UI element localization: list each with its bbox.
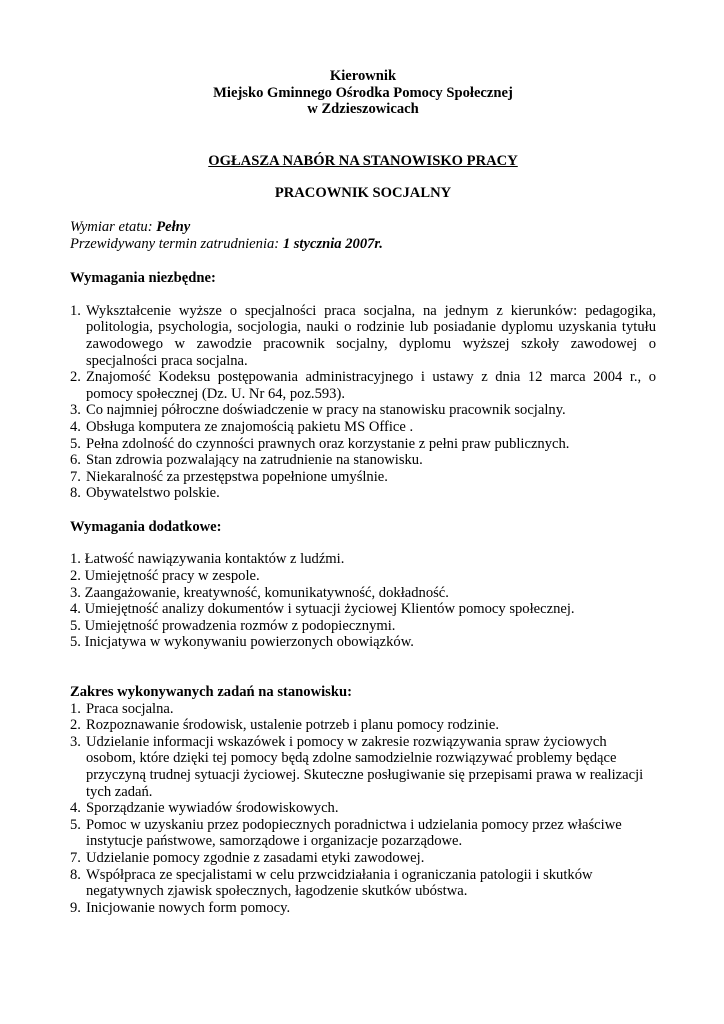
list-item-text: Obywatelstwo polskie. bbox=[86, 485, 220, 502]
list-item bbox=[70, 469, 656, 486]
additional-list bbox=[70, 551, 656, 651]
list-item-text: Stan zdrowia pozwalający na zatrudnienie na stanowisku. bbox=[86, 452, 423, 469]
duties-section-title: Zakres wykonywanych zadań na stanowisku: bbox=[70, 684, 352, 701]
list-item-text: Obsługa komputera ze znajomością pakietu MS Office . bbox=[86, 418, 414, 435]
list-item-number: 2. bbox=[70, 369, 81, 386]
list-item-number: 7. bbox=[70, 468, 81, 485]
list-item bbox=[70, 850, 656, 867]
list-item-number: 7. bbox=[70, 849, 81, 866]
list-item bbox=[70, 867, 656, 900]
list-item-text: Niekaralność za przestępstwa popełnione umyślnie. bbox=[86, 468, 388, 485]
spacer bbox=[70, 651, 656, 684]
list-item-text: Pomoc w uzyskaniu przez podopiecznych poradnictwa i udzielania pomocy przez właściwe instytucje państwowe, samorządowe i organizacje pozarządowe. bbox=[86, 816, 622, 850]
document-page bbox=[70, 68, 656, 916]
list-item: 3. Zaangażowanie, kreatywność, komunikatywność, dokładność. bbox=[70, 584, 449, 601]
list-item-number: 3. bbox=[70, 402, 81, 419]
list-item-number: 6. bbox=[70, 452, 81, 469]
spacer bbox=[70, 535, 656, 551]
header-line-1: Kierownik bbox=[329, 68, 397, 84]
employment-scope-value: Pełny bbox=[156, 218, 191, 235]
list-item bbox=[70, 701, 656, 718]
list-item-text: Pełna zdolność do czynności prawnych oraz korzystanie z pełni praw publicznych. bbox=[86, 435, 570, 452]
employment-start-value: 1 stycznia 2007r. bbox=[282, 235, 383, 252]
list-item bbox=[70, 419, 656, 436]
document-header bbox=[70, 68, 656, 118]
list-item bbox=[70, 452, 656, 469]
additional-section-title: Wymagania dodatkowe: bbox=[70, 518, 222, 535]
list-item bbox=[70, 369, 656, 402]
list-item bbox=[70, 402, 656, 419]
list-item-text: Znajomość Kodeksu postępowania administracyjnego i ustawy z dnia 12 marca 2004 r., o pomocy społecznej (Dz. U. Nr 64, poz.593). bbox=[86, 369, 656, 402]
employment-scope-line bbox=[70, 219, 656, 236]
list-item bbox=[70, 717, 656, 734]
list-item bbox=[70, 436, 656, 453]
header-line-2: Miejsko Gminnego Ośrodka Pomocy Społecznej bbox=[213, 84, 513, 101]
duties-list bbox=[70, 701, 656, 917]
list-item-number: 1. bbox=[70, 700, 81, 717]
list-item-number: 4. bbox=[70, 800, 81, 817]
announcement-title: OGŁASZA NABÓR NA STANOWISKO PRACY bbox=[208, 152, 518, 169]
list-item-text: Udzielanie informacji wskazówek i pomocy w zakresie rozwiązywania spraw życiowych osobom, które dzięki tej pomocy będą zdolne samodzielnie rozwiązywać problemy będące przyczyną trudnej sytuacji życiowej. Skuteczne posługiwanie się przepisami prawa w realizacji tych zadań. bbox=[86, 733, 644, 800]
list-item: 1. Łatwość nawiązywania kontaktów z ludźmi. bbox=[70, 551, 345, 568]
list-item-text: Udzielanie pomocy zgodnie z zasadami etyki zawodowej. bbox=[86, 849, 425, 866]
header-line-3: w Zdzieszowicach bbox=[307, 101, 419, 118]
list-item-text: Praca socjalna. bbox=[86, 700, 174, 717]
list-item: 5. Inicjatywa w wykonywaniu powierzonych obowiązków. bbox=[70, 634, 414, 651]
list-item-text: Rozpoznawanie środowisk, ustalenie potrzeb i planu pomocy rodzinie. bbox=[86, 717, 499, 734]
list-item bbox=[70, 303, 656, 369]
spacer bbox=[70, 287, 656, 303]
position-title: PRACOWNIK SOCJALNY bbox=[274, 185, 452, 202]
list-item-text: Sporządzanie wywiadów środowiskowych. bbox=[86, 800, 339, 817]
list-item-text: Inicjowanie nowych form pomocy. bbox=[86, 899, 291, 916]
list-item bbox=[70, 485, 656, 502]
list-item bbox=[70, 800, 656, 817]
list-item bbox=[70, 734, 656, 800]
list-item-text: Współpraca ze specjalistami w celu przwcidziałania i ograniczania patologii i skutków negatywnych zjawisk społecznych, łagodzenie skutków ubóstwa. bbox=[86, 866, 593, 900]
list-item-number: 4. bbox=[70, 418, 81, 435]
list-item-number: 3. bbox=[70, 733, 81, 750]
list-item-number: 5. bbox=[70, 816, 81, 833]
list-item: 5. Umiejętność prowadzenia rozmów z podopiecznymi. bbox=[70, 617, 396, 634]
list-item-number: 9. bbox=[70, 899, 81, 916]
employment-start-label: Przewidywany termin zatrudnienia: bbox=[70, 235, 283, 252]
list-item: 4. Umiejętność analizy dokumentów i sytuacji życiowej Klientów pomocy społecznej. bbox=[70, 601, 575, 618]
list-item-text: Wykształcenie wyższe o specjalności praca socjalna, na jednym z kierunków: pedagogika, politologia, psychologia, socjologia, nauki o rodzinie lub posiadanie dyplomu uzyskania tytułu zawodowego w zawodzie pracownik socjalny, dyplomu wyższej szkoły zawodowej o specjalności praca socjalna. bbox=[86, 302, 656, 369]
list-item: 2. Umiejętność pracy w zespole. bbox=[70, 568, 260, 585]
list-item-number: 1. bbox=[70, 302, 81, 319]
list-item-number: 8. bbox=[70, 485, 81, 502]
employment-scope-label: Wymiar etatu: bbox=[70, 218, 157, 235]
list-item-number: 2. bbox=[70, 717, 81, 734]
employment-start-line bbox=[70, 236, 656, 253]
list-item bbox=[70, 817, 656, 850]
required-list bbox=[70, 303, 656, 502]
required-section-title: Wymagania niezbędne: bbox=[70, 270, 216, 287]
list-item-number: 5. bbox=[70, 435, 81, 452]
list-item bbox=[70, 900, 656, 917]
list-item-number: 8. bbox=[70, 866, 81, 883]
list-item-text: Co najmniej półroczne doświadczenie w pracy na stanowisku pracownik socjalny. bbox=[86, 402, 566, 419]
employment-details bbox=[70, 219, 656, 252]
